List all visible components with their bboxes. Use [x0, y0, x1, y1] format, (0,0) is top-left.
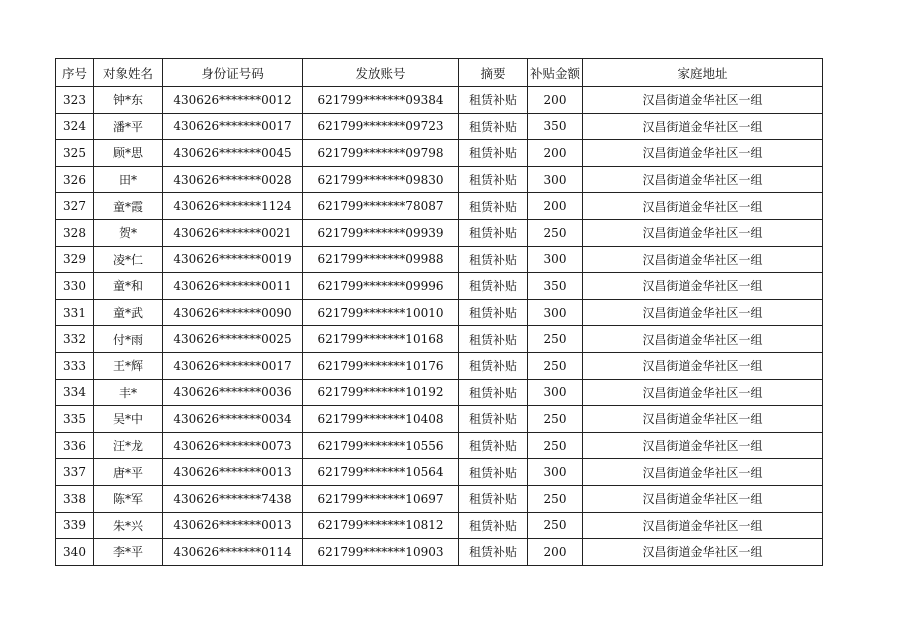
- cell-index: 332: [56, 326, 94, 353]
- cell-amount: 300: [528, 379, 583, 406]
- cell-summary: 租赁补贴: [459, 406, 528, 433]
- table-body: [56, 87, 823, 566]
- cell-address: 汉昌街道金华社区一组: [583, 326, 823, 353]
- cell-name: 凌*仁: [94, 246, 163, 273]
- table-row: [56, 87, 823, 114]
- table-row: [56, 432, 823, 459]
- cell-index: 328: [56, 219, 94, 246]
- cell-id-number: 430626*******0073: [163, 432, 303, 459]
- cell-account: 621799*******09384: [303, 87, 459, 114]
- header-amount: 补贴金额: [528, 59, 583, 87]
- cell-amount: 250: [528, 512, 583, 539]
- subsidy-table: [55, 58, 823, 566]
- cell-address: 汉昌街道金华社区一组: [583, 140, 823, 167]
- cell-address: 汉昌街道金华社区一组: [583, 193, 823, 220]
- cell-account: 621799*******09830: [303, 166, 459, 193]
- cell-summary: 租赁补贴: [459, 326, 528, 353]
- cell-name: 付*雨: [94, 326, 163, 353]
- cell-name: 王*辉: [94, 352, 163, 379]
- cell-amount: 200: [528, 193, 583, 220]
- cell-name: 贺*: [94, 219, 163, 246]
- table-row: [56, 299, 823, 326]
- cell-summary: 租赁补贴: [459, 166, 528, 193]
- cell-id-number: 430626*******0012: [163, 87, 303, 114]
- cell-name: 丰*: [94, 379, 163, 406]
- cell-id-number: 430626*******0013: [163, 459, 303, 486]
- cell-amount: 250: [528, 326, 583, 353]
- cell-id-number: 430626*******7438: [163, 485, 303, 512]
- header-row: [56, 59, 823, 87]
- cell-account: 621799*******10192: [303, 379, 459, 406]
- table-row: [56, 193, 823, 220]
- cell-account: 621799*******10556: [303, 432, 459, 459]
- cell-name: 潘*平: [94, 113, 163, 140]
- cell-index: 326: [56, 166, 94, 193]
- table-row: [56, 459, 823, 486]
- cell-name: 汪*龙: [94, 432, 163, 459]
- cell-amount: 200: [528, 140, 583, 167]
- cell-id-number: 430626*******0021: [163, 219, 303, 246]
- cell-id-number: 430626*******0017: [163, 113, 303, 140]
- cell-address: 汉昌街道金华社区一组: [583, 166, 823, 193]
- cell-index: 329: [56, 246, 94, 273]
- cell-index: 339: [56, 512, 94, 539]
- cell-index: 335: [56, 406, 94, 433]
- cell-address: 汉昌街道金华社区一组: [583, 273, 823, 300]
- cell-summary: 租赁补贴: [459, 539, 528, 566]
- cell-id-number: 430626*******0034: [163, 406, 303, 433]
- cell-summary: 租赁补贴: [459, 485, 528, 512]
- cell-account: 621799*******10812: [303, 512, 459, 539]
- cell-address: 汉昌街道金华社区一组: [583, 459, 823, 486]
- cell-account: 621799*******10010: [303, 299, 459, 326]
- cell-summary: 租赁补贴: [459, 512, 528, 539]
- cell-account: 621799*******09798: [303, 140, 459, 167]
- cell-account: 621799*******78087: [303, 193, 459, 220]
- cell-id-number: 430626*******0011: [163, 273, 303, 300]
- cell-id-number: 430626*******0090: [163, 299, 303, 326]
- cell-name: 李*平: [94, 539, 163, 566]
- cell-amount: 200: [528, 87, 583, 114]
- table-row: [56, 219, 823, 246]
- cell-name: 唐*平: [94, 459, 163, 486]
- cell-address: 汉昌街道金华社区一组: [583, 352, 823, 379]
- table-row: [56, 326, 823, 353]
- cell-index: 338: [56, 485, 94, 512]
- cell-account: 621799*******10903: [303, 539, 459, 566]
- cell-address: 汉昌街道金华社区一组: [583, 406, 823, 433]
- table-row: [56, 512, 823, 539]
- cell-name: 童*霞: [94, 193, 163, 220]
- cell-summary: 租赁补贴: [459, 459, 528, 486]
- cell-amount: 250: [528, 352, 583, 379]
- cell-account: 621799*******10176: [303, 352, 459, 379]
- table-row: [56, 246, 823, 273]
- cell-summary: 租赁补贴: [459, 299, 528, 326]
- header-summary: 摘要: [459, 59, 528, 87]
- cell-amount: 250: [528, 406, 583, 433]
- cell-address: 汉昌街道金华社区一组: [583, 539, 823, 566]
- cell-amount: 300: [528, 246, 583, 273]
- cell-id-number: 430626*******0114: [163, 539, 303, 566]
- cell-index: 324: [56, 113, 94, 140]
- cell-name: 陈*军: [94, 485, 163, 512]
- cell-summary: 租赁补贴: [459, 352, 528, 379]
- cell-amount: 250: [528, 432, 583, 459]
- cell-index: 323: [56, 87, 94, 114]
- cell-index: 336: [56, 432, 94, 459]
- cell-index: 340: [56, 539, 94, 566]
- cell-id-number: 430626*******0013: [163, 512, 303, 539]
- cell-id-number: 430626*******0017: [163, 352, 303, 379]
- cell-address: 汉昌街道金华社区一组: [583, 379, 823, 406]
- cell-account: 621799*******10408: [303, 406, 459, 433]
- cell-summary: 租赁补贴: [459, 432, 528, 459]
- header-account: 发放账号: [303, 59, 459, 87]
- table-row: [56, 273, 823, 300]
- cell-name: 顾*思: [94, 140, 163, 167]
- cell-address: 汉昌街道金华社区一组: [583, 485, 823, 512]
- cell-account: 621799*******10564: [303, 459, 459, 486]
- table-row: [56, 539, 823, 566]
- cell-index: 331: [56, 299, 94, 326]
- cell-id-number: 430626*******0025: [163, 326, 303, 353]
- cell-address: 汉昌街道金华社区一组: [583, 299, 823, 326]
- cell-index: 333: [56, 352, 94, 379]
- header-address: 家庭地址: [583, 59, 823, 87]
- cell-account: 621799*******10697: [303, 485, 459, 512]
- cell-address: 汉昌街道金华社区一组: [583, 219, 823, 246]
- cell-summary: 租赁补贴: [459, 246, 528, 273]
- cell-account: 621799*******10168: [303, 326, 459, 353]
- cell-summary: 租赁补贴: [459, 87, 528, 114]
- header-name: 对象姓名: [94, 59, 163, 87]
- cell-amount: 350: [528, 113, 583, 140]
- cell-address: 汉昌街道金华社区一组: [583, 512, 823, 539]
- cell-index: 330: [56, 273, 94, 300]
- table-row: [56, 406, 823, 433]
- cell-account: 621799*******09723: [303, 113, 459, 140]
- table-row: [56, 352, 823, 379]
- cell-index: 334: [56, 379, 94, 406]
- cell-name: 童*武: [94, 299, 163, 326]
- cell-address: 汉昌街道金华社区一组: [583, 113, 823, 140]
- cell-summary: 租赁补贴: [459, 140, 528, 167]
- cell-amount: 250: [528, 219, 583, 246]
- cell-amount: 250: [528, 485, 583, 512]
- cell-index: 325: [56, 140, 94, 167]
- cell-account: 621799*******09988: [303, 246, 459, 273]
- cell-id-number: 430626*******0019: [163, 246, 303, 273]
- cell-amount: 300: [528, 459, 583, 486]
- table-row: [56, 166, 823, 193]
- cell-summary: 租赁补贴: [459, 273, 528, 300]
- table-row: [56, 379, 823, 406]
- header-index: 序号: [56, 59, 94, 87]
- cell-summary: 租赁补贴: [459, 193, 528, 220]
- cell-amount: 350: [528, 273, 583, 300]
- cell-account: 621799*******09996: [303, 273, 459, 300]
- cell-address: 汉昌街道金华社区一组: [583, 246, 823, 273]
- cell-name: 朱*兴: [94, 512, 163, 539]
- cell-id-number: 430626*******0028: [163, 166, 303, 193]
- cell-name: 钟*东: [94, 87, 163, 114]
- cell-address: 汉昌街道金华社区一组: [583, 87, 823, 114]
- table-row: [56, 113, 823, 140]
- cell-index: 337: [56, 459, 94, 486]
- cell-address: 汉昌街道金华社区一组: [583, 432, 823, 459]
- cell-name: 童*和: [94, 273, 163, 300]
- cell-index: 327: [56, 193, 94, 220]
- header-id-number: 身份证号码: [163, 59, 303, 87]
- table-row: [56, 485, 823, 512]
- cell-id-number: 430626*******1124: [163, 193, 303, 220]
- cell-name: 田*: [94, 166, 163, 193]
- cell-account: 621799*******09939: [303, 219, 459, 246]
- cell-amount: 300: [528, 299, 583, 326]
- cell-amount: 200: [528, 539, 583, 566]
- cell-name: 吴*中: [94, 406, 163, 433]
- cell-id-number: 430626*******0036: [163, 379, 303, 406]
- cell-summary: 租赁补贴: [459, 219, 528, 246]
- cell-id-number: 430626*******0045: [163, 140, 303, 167]
- cell-summary: 租赁补贴: [459, 379, 528, 406]
- cell-amount: 300: [528, 166, 583, 193]
- table-row: [56, 140, 823, 167]
- cell-summary: 租赁补贴: [459, 113, 528, 140]
